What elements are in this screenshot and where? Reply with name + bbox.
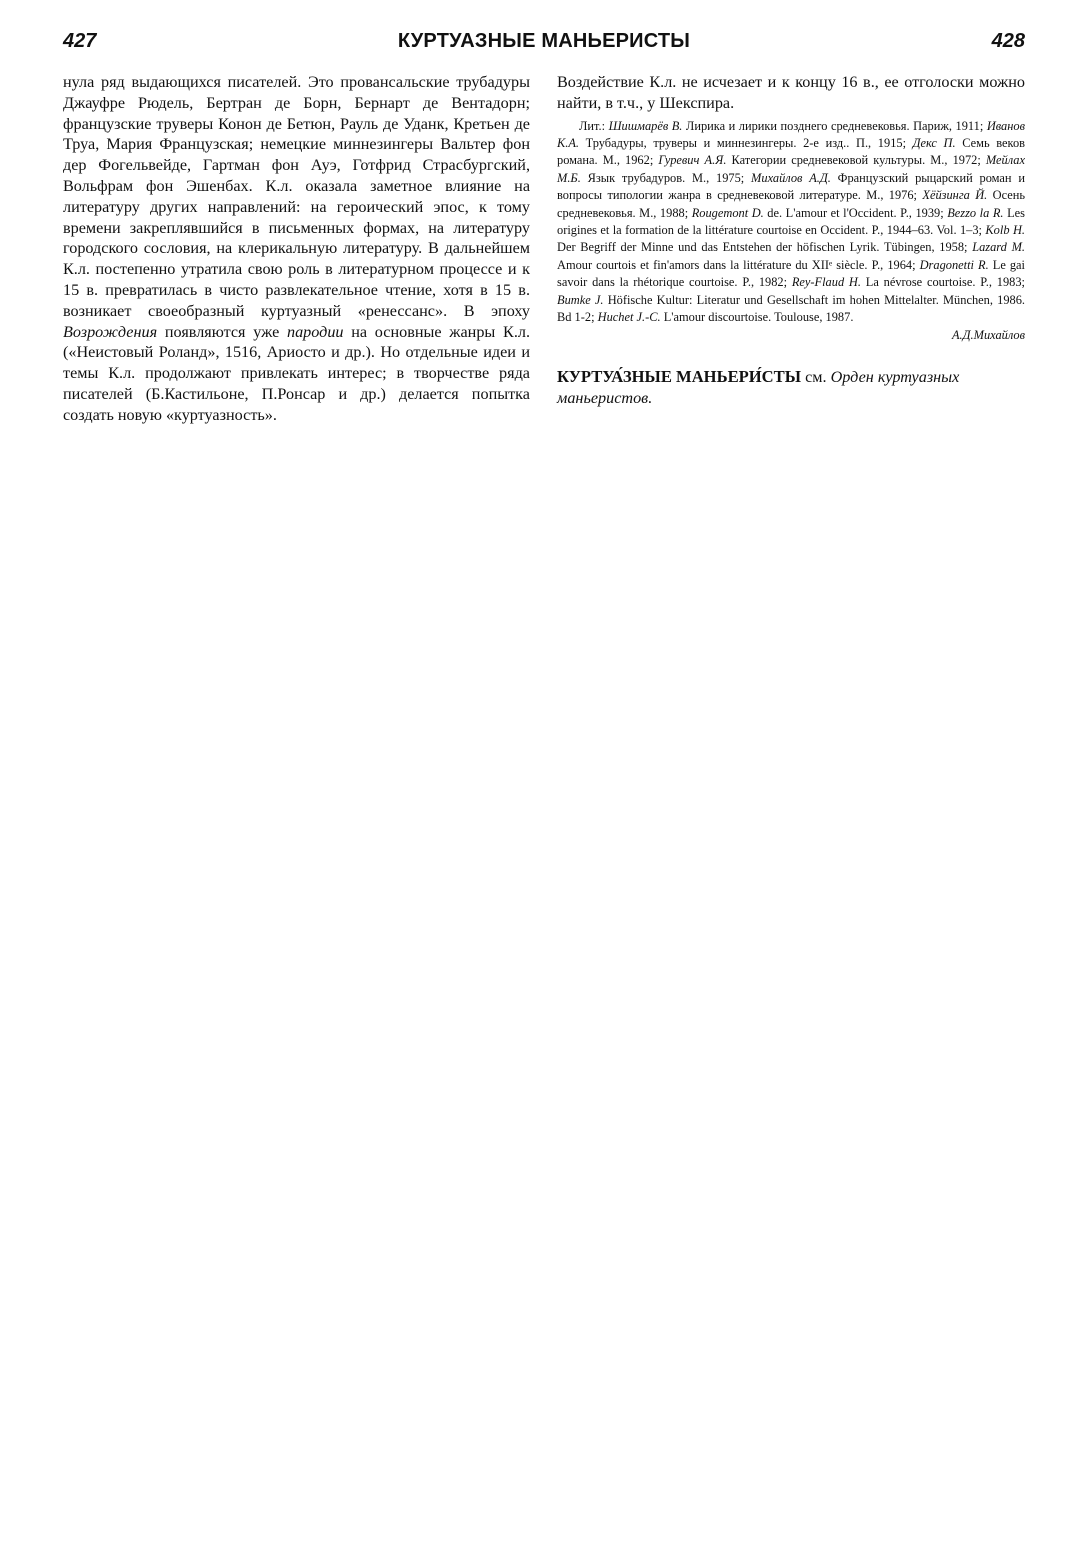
bibliography-reference: Осень средневековья. М., 1988; (557, 188, 1026, 220)
bibliography-author: Иванов К.А. (557, 118, 1025, 150)
bibliography-author: Мейлах М.Б. (557, 153, 1025, 185)
bibliography-author: Rey-Flaud H. (791, 275, 861, 290)
bibliography (557, 118, 1025, 327)
bibliography-author: Bumke J. (557, 292, 604, 307)
bibliography-author: Хёйзинга Й. (922, 188, 988, 203)
bibliography-author: Dragonetti R. (919, 257, 989, 272)
right-column (557, 72, 1025, 409)
bibliography-reference: Höfische Kultur: Literatur und Gesellschaft im hohen Mittelalter. München, 1986. Bd 1-2; (557, 292, 1026, 325)
bibliography-label: Лит.: (579, 118, 606, 133)
bibliography-reference: Категории средневековой культуры. М., 1972; (726, 153, 986, 168)
bibliography-reference: Amour courtois et fin'amors dans la littérature du XIIᵉ siècle. P., 1964; (557, 257, 920, 272)
bibliography-reference: Le gai savoir dans la rhétorique courtoise. P., 1982; (557, 257, 1025, 290)
bibliography-reference: Трубадуры, труверы и миннезингеры. 2-е изд.. П., 1915; (579, 136, 913, 150)
author-signature: А.Д.Михайлов (951, 328, 1025, 343)
bibliography-author: Гуревич А.Я. (658, 153, 727, 168)
dictionary-entry (557, 366, 1025, 409)
bibliography-reference: Les origines et la formation de la littérature courtoise en Occident. P., 1944–63. Vol. 1–3; (557, 205, 1025, 238)
bibliography-reference: L'amour discourtoise. Toulouse, 1987. (660, 310, 854, 325)
entry-headword: КУРТУА́ЗНЫЕ МАНЬЕРИ́СТЫ (557, 367, 802, 387)
page-number-left: 427 (63, 30, 97, 52)
paragraph-text: нула ряд выдающихся писателей. Это провансальские трубадуры Джауфре Рюдель, Бертран де Борн, Бернарт де Вентадорн; французские труверы Конон де Бетюн, Рауль де Уданк, Кретьен де Труа, Мария Французская; немецкие миннезингеры Вальтер фон дер Фогельвейде, Гартман фон Ауэ, Готфрид Страсбургский, Вольфрам фон Эшенбах. К.л. оказала заметное влияние на литературу других направлений: на героический эпос, к тому времени закреплявшийся в письменных формах, на литературу городского сословия, на клерикальную литературу. В дальнейшем К.л. постепенно утратила свою роль в литературном процессе и к 15 в. превратилась в чисто развлекательное чтение, хотя в 15 в. возникает своеобразный куртуазный «ренессанс». В эпоху (63, 73, 530, 320)
bibliography-reference: La névrose courtoise. P., 1983; (860, 275, 1025, 290)
bibliography-reference: Семь веков романа. М., 1962; (557, 136, 1025, 168)
bibliography-author: Михайлов А.Д. (751, 170, 831, 185)
bibliography-reference: Французский рыцарский роман и вопросы типологии жанра в средневековой литературе. М., 1976; (557, 170, 1025, 203)
link-renaissance[interactable]: Возрождения (63, 322, 158, 341)
bibliography-author: Декс П. (912, 136, 956, 150)
article-paragraph (63, 72, 530, 426)
page-number-right: 428 (991, 30, 1025, 52)
entry-see: см. (801, 368, 831, 387)
paragraph-text: на основные жанры К.л. («Неистовый Роланд», 1516, Ариосто и др.). Но отдельные идеи и темы К.л. продолжают привлекать интерес; в творчестве ряда писателей (Б.Кастильоне, П.Ронсар и др.) делается попытка создать новую «куртуазность». (63, 322, 530, 424)
paragraph-text: появляются уже (157, 322, 287, 341)
bibliography-author: Rougemont D. (691, 205, 764, 220)
running-title: КУРТУАЗНЫЕ МАНЬЕРИСТЫ (397, 30, 691, 52)
bibliography-reference: Der Begriff der Minne und das Entstehen der höfischen Lyrik. Tübingen, 1958; (557, 240, 973, 255)
bibliography-author: Шишмарёв В. (608, 118, 683, 133)
page-header (63, 30, 1025, 60)
bibliography-author: Bezzo la R. (947, 205, 1004, 220)
bibliography-author: Kolb H. (985, 223, 1025, 238)
bibliography-reference: Лирика и лирики позднего средневековья. Париж, 1911; (682, 118, 987, 133)
bibliography-reference: de. L'amour et l'Occident. P., 1939; (763, 205, 948, 220)
bibliography-author: Huchet J.-C. (597, 310, 661, 325)
bibliography-reference: Язык трубадуров. М., 1975; (580, 170, 752, 185)
entry-cross-reference[interactable]: Орден куртуазных маньеристов. (557, 368, 960, 408)
left-column (63, 72, 530, 426)
bibliography-author: Lazard M. (972, 240, 1025, 255)
link-parody[interactable]: пародии (286, 322, 344, 341)
article-paragraph: Воздействие К.л. не исчезает и к концу 16 в., ее отголоски можно найти, в т.ч., у Шекспира. (557, 73, 1025, 112)
